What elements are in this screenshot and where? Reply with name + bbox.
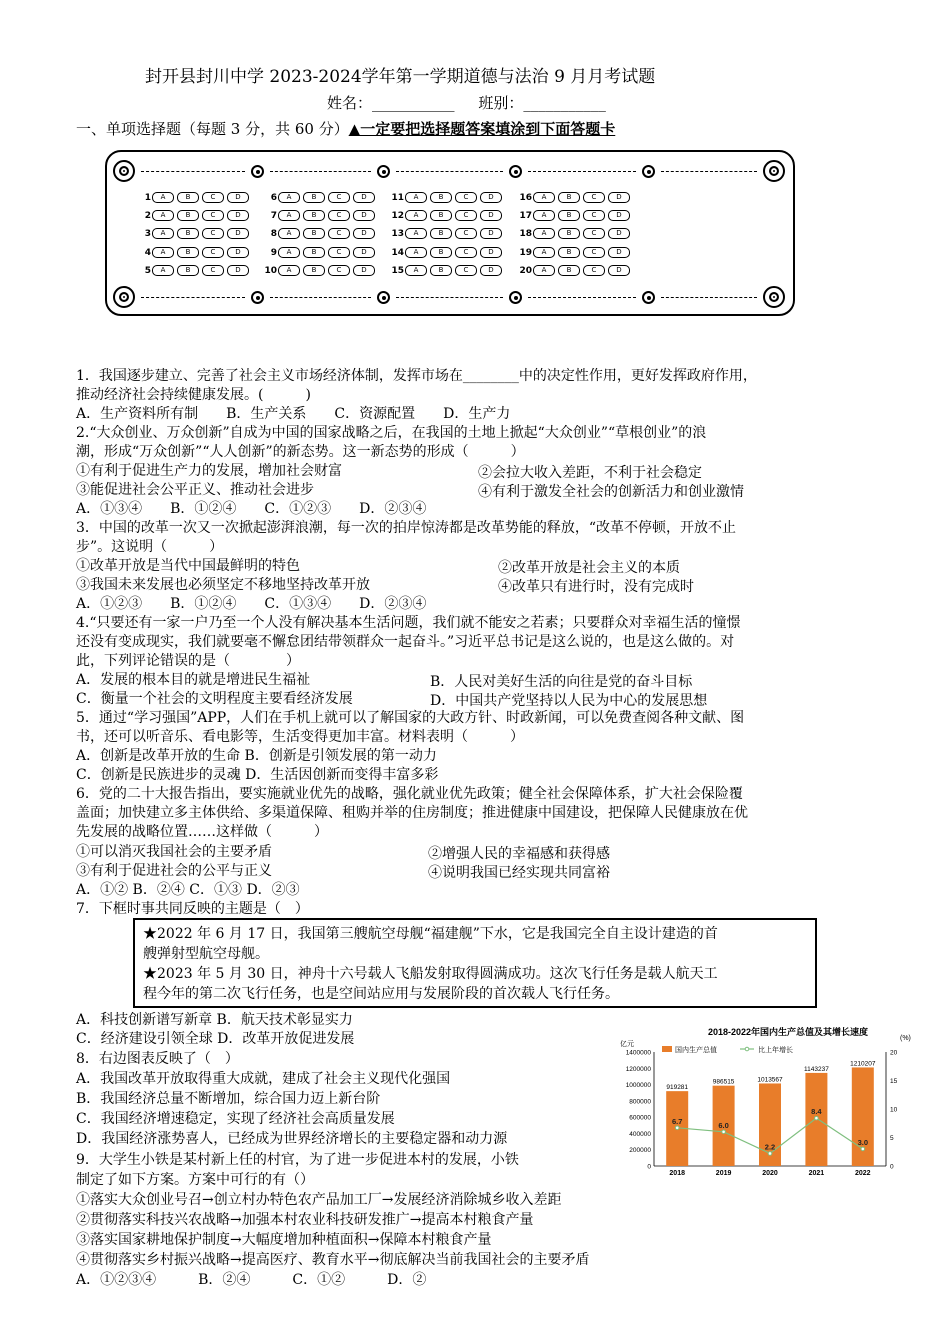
answer-row bbox=[137, 210, 252, 221]
q7-news-box bbox=[133, 918, 817, 1008]
answer-bubble[interactable]: D bbox=[353, 228, 375, 239]
answer-bubble[interactable]: A bbox=[405, 247, 427, 258]
name-label: 姓名： bbox=[327, 94, 373, 112]
answer-bubble[interactable]: A bbox=[405, 210, 427, 221]
answer-bubble[interactable]: A bbox=[278, 265, 300, 276]
chart-growth-point bbox=[768, 1152, 772, 1156]
section-title: 一、单项选择题（每题 3 分，共 60 分） bbox=[76, 120, 349, 138]
q5-stem-line1: 5．通过“学习强国”APP，人们在手机上就可以了解国家的大政方针、时政新闻，可以免费查阅各种文献、图 bbox=[76, 710, 745, 726]
answer-bubble[interactable]: A bbox=[405, 228, 427, 239]
chart-x-tick: 2020 bbox=[762, 1170, 778, 1177]
chart-growth-point bbox=[675, 1126, 679, 1130]
q7-news-2a: ★2023 年 5 月 30 日，神舟十六号载人飞船发射取得圆满成功。这次飞行任务是载人航天工 bbox=[143, 966, 718, 982]
answer-bubble[interactable]: B bbox=[177, 192, 199, 203]
q1-stem-line2: 推动经济社会持续健康发展。( ) bbox=[76, 387, 311, 403]
q5-options-cd: C．创新是民族进步的灵魂 D．生活因创新而变得丰富多彩 bbox=[76, 767, 439, 783]
answer-bubble[interactable]: D bbox=[480, 228, 502, 239]
q8-option-b: B．我国经济总量不断增加，综合国力迈上新台阶 bbox=[76, 1091, 381, 1107]
answer-row bbox=[518, 210, 633, 221]
timing-mark-icon bbox=[509, 291, 522, 304]
dashed-divider bbox=[270, 171, 371, 172]
class-blank[interactable]: ___________ bbox=[523, 94, 606, 112]
chart-x-tick: 2021 bbox=[808, 1170, 825, 1177]
answer-bubble[interactable]: B bbox=[430, 247, 452, 258]
chart-tick-left: 200000 bbox=[629, 1147, 651, 1155]
dashed-divider bbox=[661, 171, 757, 172]
q9-options: A．①②③④ B．②④ C．①② D．② bbox=[76, 1272, 427, 1288]
answer-bubble[interactable]: B bbox=[303, 247, 325, 258]
q9-choice-1: ①落实大众创业号召→创立村办特色农产品加工厂→发展经济消除城乡收入差距 bbox=[76, 1192, 562, 1208]
answer-row-number: 1 bbox=[144, 193, 151, 203]
answer-bubble[interactable]: A bbox=[533, 228, 555, 239]
answer-bubble[interactable]: C bbox=[455, 265, 477, 276]
answer-row-number: 5 bbox=[144, 266, 151, 276]
dashed-divider bbox=[396, 297, 503, 298]
answer-bubble[interactable]: D bbox=[353, 247, 375, 258]
chart-tick-right: 15 bbox=[890, 1078, 898, 1085]
chart-legend-swatch-bar bbox=[662, 1046, 672, 1052]
q8-stem: 8．右边图表反映了（ ） bbox=[76, 1051, 239, 1067]
q6-stem-line1: 6．党的二十大报告指出，要实施就业优先的战略，强化就业优先政策；健全社会保障体系，扩大社会保险覆 bbox=[76, 786, 743, 802]
q4-option-d: D．中国共产党坚持以人民为中心的发展思想 bbox=[430, 693, 708, 709]
answer-bubble[interactable]: A bbox=[278, 210, 300, 221]
answer-row bbox=[390, 247, 505, 258]
q6-stem-line2: 盖面；加快建立多主体供给、多渠道保障、租购并举的住房制度；推进健康中国建设，把保障人民健康放在优 bbox=[76, 805, 748, 821]
answer-row-number: 4 bbox=[144, 248, 151, 258]
answer-row-number: 13 bbox=[391, 229, 404, 239]
chart-tick-left: 1000000 bbox=[625, 1082, 651, 1090]
chart-tick-left: 400000 bbox=[629, 1130, 651, 1138]
q7-news-2b: 程今年的第二次飞行任务，也是空间站应用与发展阶段的首次载人飞行任务。 bbox=[143, 986, 619, 1002]
timing-mark-icon bbox=[509, 165, 522, 178]
chart-title: 2018-2022年国内生产总值及其增长速度 bbox=[707, 1027, 869, 1037]
answer-bubble[interactable]: A bbox=[278, 247, 300, 258]
answer-row bbox=[518, 192, 633, 203]
answer-bubble[interactable]: A bbox=[152, 265, 174, 276]
answer-bubble[interactable]: B bbox=[177, 228, 199, 239]
answer-bubble[interactable]: C bbox=[328, 228, 350, 239]
answer-bubble[interactable]: C bbox=[202, 192, 224, 203]
q3-choice-1: ①改革开放是当代中国最鲜明的特色 bbox=[76, 558, 300, 574]
q5-stem-line2: 书，还可以听音乐、看电影等，生活变得更加丰富。材料表明（ ） bbox=[76, 729, 524, 745]
answer-bubble[interactable]: B bbox=[177, 210, 199, 221]
class-label: 班别： bbox=[478, 94, 524, 112]
registration-mark-icon bbox=[113, 160, 135, 182]
chart-ylabel-right: (%) bbox=[900, 1035, 911, 1042]
answer-bubble[interactable]: A bbox=[152, 210, 174, 221]
answer-bubble[interactable]: D bbox=[608, 228, 630, 239]
answer-bubble[interactable]: C bbox=[583, 192, 605, 203]
chart-bar-label: 1143237 bbox=[803, 1065, 829, 1073]
q3-choice-2: ②改革开放是社会主义的本质 bbox=[498, 560, 680, 576]
q5-options-ab: A．创新是改革开放的生命 B．创新是引领发展的第一动力 bbox=[76, 748, 437, 764]
chart-tick-right: 10 bbox=[890, 1106, 898, 1114]
answer-bubble[interactable]: D bbox=[227, 265, 249, 276]
answer-bubble[interactable]: A bbox=[152, 192, 174, 203]
answer-bubble[interactable]: A bbox=[152, 228, 174, 239]
chart-bar-label: 986515 bbox=[712, 1078, 735, 1086]
chart-tick-left: 600000 bbox=[629, 1114, 651, 1122]
answer-row-number: 18 bbox=[519, 229, 532, 239]
answer-bubble[interactable]: D bbox=[608, 210, 630, 221]
chart-tick-right: 0 bbox=[890, 1163, 894, 1171]
chart-growth-label: 3.0 bbox=[857, 1137, 869, 1147]
answer-bubble[interactable]: A bbox=[533, 265, 555, 276]
answer-bubble[interactable]: D bbox=[227, 192, 249, 203]
dashed-divider bbox=[528, 171, 636, 172]
chart-ylabel-left: 亿元 bbox=[620, 1041, 634, 1048]
exam-title: 封开县封川中学 2023-2024学年第一学期道德与法治 9 月月考试题 bbox=[145, 67, 656, 87]
answer-row-number: 16 bbox=[519, 193, 532, 203]
answer-bubble[interactable]: C bbox=[583, 247, 605, 258]
answer-row bbox=[263, 228, 378, 239]
q6-choice-1: ①可以消灭我国社会的主要矛盾 bbox=[76, 844, 272, 860]
q9-choice-2: ②贯彻落实科技兴农战略→加强本村农业科技研发推广→提高本村粮食产量 bbox=[76, 1212, 534, 1228]
q6-options: A．①② B．②④ C．①③ D．②③ bbox=[76, 882, 300, 898]
answer-row bbox=[518, 265, 633, 276]
answer-bubble[interactable]: D bbox=[353, 210, 375, 221]
dashed-divider bbox=[661, 297, 757, 298]
chart-growth-label: 6.0 bbox=[718, 1120, 729, 1130]
answer-bubble[interactable]: D bbox=[227, 210, 249, 221]
q4-stem-line3: 此，下列评论错误的是（ ） bbox=[76, 653, 300, 669]
q2-choice-3: ③能促进社会公平正义、推动社会进步 bbox=[76, 482, 314, 498]
q7-options-cd: C．经济建设引领全球 D．改革开放促进发展 bbox=[76, 1031, 355, 1047]
q4-stem-line1: 4.“只要还有一家一户乃至一个人没有解决基本生活问题，我们就不能安之若素；只要群众对幸福生活的憧憬 bbox=[76, 615, 741, 631]
answer-row-number: 11 bbox=[391, 193, 404, 203]
chart-growth-point bbox=[722, 1130, 726, 1134]
registration-mark-icon bbox=[763, 286, 785, 308]
answer-bubble[interactable]: D bbox=[480, 247, 502, 258]
answer-row bbox=[263, 247, 378, 258]
q8-option-a: A．我国改革开放取得重大成就，建成了社会主义现代化强国 bbox=[76, 1071, 451, 1087]
answer-row-number: 20 bbox=[519, 266, 532, 276]
q1-options: A．生产资料所有制 B．生产关系 C．资源配置 D．生产力 bbox=[76, 406, 511, 422]
q9-choice-3: ③落实国家耕地保护制度→大幅度增加种植面积→保障本村粮食产量 bbox=[76, 1232, 492, 1248]
answer-bubble[interactable]: B bbox=[303, 192, 325, 203]
q9-choice-4: ④贯彻落实乡村振兴战略→提高医疗、教育水平→彻底解决当前我国社会的主要矛盾 bbox=[76, 1252, 590, 1268]
answer-bubble[interactable]: D bbox=[608, 265, 630, 276]
chart-legend-label-bar: 国内生产总值 bbox=[675, 1047, 717, 1054]
answer-bubble[interactable]: D bbox=[353, 265, 375, 276]
answer-bubble[interactable]: C bbox=[583, 228, 605, 239]
answer-bubble[interactable]: A bbox=[278, 228, 300, 239]
answer-bubble[interactable]: B bbox=[177, 265, 199, 276]
answer-row-number: 3 bbox=[144, 229, 151, 239]
q3-stem-line2: 步”。这说明（ ） bbox=[76, 539, 224, 555]
q6-stem-line3: 先发展的战略位置……这样做（ ） bbox=[76, 824, 328, 840]
chart-bar bbox=[852, 1067, 874, 1166]
q6-choice-2: ②增强人民的幸福感和获得感 bbox=[428, 846, 610, 862]
answer-row bbox=[390, 210, 505, 221]
answer-bubble[interactable]: D bbox=[227, 247, 249, 258]
answer-row bbox=[518, 228, 633, 239]
dashed-divider bbox=[141, 171, 245, 172]
answer-bubble[interactable]: C bbox=[202, 247, 224, 258]
registration-mark-icon bbox=[763, 160, 785, 182]
answer-bubble[interactable]: C bbox=[202, 228, 224, 239]
answer-bubble[interactable]: C bbox=[328, 247, 350, 258]
timing-mark-icon bbox=[377, 165, 390, 178]
q8-option-c: C．我国经济增速稳定，实现了经济社会高质量发展 bbox=[76, 1111, 395, 1127]
q7-stem: 7．下框时事共同反映的主题是（ ） bbox=[76, 901, 309, 917]
dashed-divider bbox=[396, 171, 503, 172]
answer-bubble[interactable]: D bbox=[353, 192, 375, 203]
dashed-divider bbox=[141, 297, 245, 298]
chart-growth-point bbox=[815, 1116, 819, 1120]
q7-news-1a: ★2022 年 6 月 17 日，我国第三艘航空母舰“福建舰”下水，它是我国完全自主设计建造的首 bbox=[143, 926, 718, 942]
chart-legend-marker bbox=[745, 1047, 749, 1051]
answer-bubble[interactable]: A bbox=[278, 192, 300, 203]
answer-bubble[interactable]: C bbox=[202, 265, 224, 276]
answer-row bbox=[390, 192, 505, 203]
answer-bubble[interactable]: B bbox=[430, 265, 452, 276]
chart-bar-label: 1013567 bbox=[757, 1076, 783, 1084]
answer-bubble[interactable]: B bbox=[558, 228, 580, 239]
answer-bubble[interactable]: C bbox=[328, 265, 350, 276]
q2-stem-line1: 2.“大众创业、万众创新”自成为中国的国家战略之后，在我国的土地上掀起“大众创业”“草根创业”的浪 bbox=[76, 425, 707, 441]
q4-option-a: A．发展的根本目的就是增进民生福祉 bbox=[76, 672, 311, 688]
timing-mark-icon bbox=[251, 165, 264, 178]
name-class-row bbox=[327, 92, 606, 113]
q3-stem-line1: 3．中国的改革一次又一次掀起澎湃浪潮，每一次的拍岸惊涛都是改革势能的释放，“改革不停顿，开放不止 bbox=[76, 520, 737, 536]
chart-bar-label: 919281 bbox=[666, 1084, 689, 1092]
answer-bubble[interactable]: B bbox=[558, 192, 580, 203]
dashed-divider bbox=[528, 297, 636, 298]
answer-bubble[interactable]: A bbox=[533, 247, 555, 258]
answer-row bbox=[137, 247, 252, 258]
answer-bubble[interactable]: D bbox=[227, 228, 249, 239]
q4-option-c: C．衡量一个社会的文明程度主要看经济发展 bbox=[76, 691, 353, 707]
answer-bubble[interactable]: B bbox=[558, 247, 580, 258]
answer-bubble[interactable]: A bbox=[405, 192, 427, 203]
q1-stem-line1: 1．我国逐步建立、完善了社会主义市场经济体制，发挥市场在________中的决定性作用，更好发挥政府作用， bbox=[76, 368, 757, 384]
answer-row bbox=[137, 265, 252, 276]
chart-growth-label: 8.4 bbox=[811, 1107, 822, 1117]
answer-bubble[interactable]: C bbox=[583, 265, 605, 276]
q8-option-d: D．我国经济涨势喜人，已经成为世界经济增长的主要稳定器和动力源 bbox=[76, 1131, 508, 1147]
answer-bubble[interactable]: B bbox=[430, 192, 452, 203]
answer-row-number: 9 bbox=[270, 248, 277, 258]
answer-bubble[interactable]: B bbox=[303, 210, 325, 221]
answer-bubble[interactable]: C bbox=[455, 192, 477, 203]
chart-tick-left: 0 bbox=[647, 1163, 651, 1171]
answer-row bbox=[263, 210, 378, 221]
chart-growth-point bbox=[861, 1147, 865, 1151]
answer-row bbox=[390, 265, 505, 276]
q2-stem-line2: 潮，形成“万众创新”“人人创新”的新态势。这一新态势的形成（ ） bbox=[76, 444, 525, 460]
q2-choice-2: ②会拉大收入差距，不利于社会稳定 bbox=[478, 465, 702, 481]
answer-bubble[interactable]: A bbox=[152, 247, 174, 258]
timing-mark-icon bbox=[377, 291, 390, 304]
answer-row-number: 12 bbox=[391, 211, 404, 221]
chart-x-tick: 2019 bbox=[715, 1170, 732, 1177]
answer-row-number: 8 bbox=[270, 229, 277, 239]
section-warning: ▲一定要把选择题答案填涂到下面答题卡 bbox=[348, 120, 616, 138]
q2-choice-1: ①有利于促进生产力的发展，增加社会财富 bbox=[76, 463, 342, 479]
gdp-chart bbox=[618, 1022, 918, 1180]
answer-row-number: 10 bbox=[264, 266, 277, 276]
chart-tick-right: 20 bbox=[890, 1049, 898, 1057]
answer-bubble[interactable]: C bbox=[583, 210, 605, 221]
answer-row-number: 6 bbox=[270, 193, 277, 203]
answer-row-number: 2 bbox=[144, 211, 151, 221]
answer-bubble[interactable]: C bbox=[455, 228, 477, 239]
answer-row bbox=[137, 192, 252, 203]
registration-mark-icon bbox=[113, 286, 135, 308]
q4-option-b: B．人民对美好生活的向往是党的奋斗目标 bbox=[430, 674, 693, 690]
chart-x-tick: 2018 bbox=[669, 1170, 685, 1177]
chart-tick-right: 5 bbox=[890, 1135, 894, 1142]
q9-stem-line1: 9．大学生小铁是某村新上任的村官，为了进一步促进本村的发展，小铁 bbox=[76, 1152, 519, 1168]
q3-choice-4: ④改革只有进行时，没有完成时 bbox=[498, 579, 694, 595]
chart-x-tick: 2022 bbox=[855, 1170, 871, 1177]
answer-bubble[interactable]: B bbox=[303, 265, 325, 276]
q4-stem-line2: 还没有变成现实，我们就要毫不懈怠团结带领群众一起奋斗。”习近平总书记是这么说的，也是这么做的。对 bbox=[76, 634, 735, 650]
answer-bubble[interactable]: C bbox=[455, 210, 477, 221]
answer-bubble[interactable]: B bbox=[177, 247, 199, 258]
answer-bubble[interactable]: B bbox=[430, 228, 452, 239]
answer-bubble[interactable]: D bbox=[480, 210, 502, 221]
answer-bubble[interactable]: B bbox=[558, 210, 580, 221]
answer-row-number: 14 bbox=[391, 248, 404, 258]
q7-options-ab: A．科技创新谱写新章 B．航天技术彰显实力 bbox=[76, 1012, 353, 1028]
answer-row bbox=[263, 265, 378, 276]
section-heading bbox=[76, 118, 615, 139]
q9-stem-line2: 制定了如下方案。方案中可行的有（） bbox=[76, 1172, 314, 1188]
timing-mark-icon bbox=[642, 291, 655, 304]
q3-choice-3: ③我国未来发展也必须坚定不移地坚持改革开放 bbox=[76, 577, 370, 593]
answer-row-number: 7 bbox=[270, 211, 277, 221]
q2-options: A．①③④ B．①②④ C．①②③ D．②③④ bbox=[76, 501, 427, 517]
answer-row-number: 17 bbox=[519, 211, 532, 221]
q7-news-1b: 艘弹射型航空母舰。 bbox=[143, 946, 269, 962]
answer-row bbox=[390, 228, 505, 239]
q6-choice-3: ③有利于促进社会的公平与正义 bbox=[76, 863, 272, 879]
answer-bubble[interactable]: D bbox=[608, 247, 630, 258]
chart-growth-label: 2.2 bbox=[764, 1142, 776, 1152]
answer-bubble[interactable]: C bbox=[328, 192, 350, 203]
timing-mark-icon bbox=[642, 165, 655, 178]
chart-tick-left: 1400000 bbox=[625, 1049, 651, 1057]
chart-legend-label-line: 比上年增长 bbox=[758, 1047, 793, 1054]
chart-bar-label: 1210207 bbox=[850, 1060, 876, 1068]
answer-bubble[interactable]: A bbox=[533, 192, 555, 203]
q6-choice-4: ④说明我国已经实现共同富裕 bbox=[428, 865, 610, 881]
answer-row bbox=[137, 228, 252, 239]
answer-bubble[interactable]: B bbox=[430, 210, 452, 221]
answer-bubble[interactable]: D bbox=[480, 265, 502, 276]
q3-options: A．①②③ B．①②④ C．①③④ D．②③④ bbox=[76, 596, 427, 612]
answer-bubble[interactable]: B bbox=[558, 265, 580, 276]
answer-bubble[interactable]: D bbox=[480, 192, 502, 203]
answer-bubble[interactable]: B bbox=[303, 228, 325, 239]
answer-card bbox=[105, 150, 795, 316]
answer-bubble[interactable]: C bbox=[328, 210, 350, 221]
name-blank[interactable]: ___________ bbox=[372, 94, 455, 112]
answer-row bbox=[263, 192, 378, 203]
chart-tick-left: 800000 bbox=[629, 1098, 651, 1106]
answer-bubble[interactable]: D bbox=[608, 192, 630, 203]
answer-row-number: 19 bbox=[519, 248, 532, 258]
answer-row-number: 15 bbox=[391, 266, 404, 276]
answer-row bbox=[518, 247, 633, 258]
answer-bubble[interactable]: A bbox=[405, 265, 427, 276]
dashed-divider bbox=[270, 297, 371, 298]
answer-bubble[interactable]: C bbox=[202, 210, 224, 221]
answer-bubble[interactable]: A bbox=[533, 210, 555, 221]
answer-bubble[interactable]: C bbox=[455, 247, 477, 258]
timing-mark-icon bbox=[251, 291, 264, 304]
q2-choice-4: ④有利于激发全社会的创新活力和创业激情 bbox=[478, 484, 744, 500]
chart-tick-left: 1200000 bbox=[625, 1065, 651, 1073]
chart-growth-label: 6.7 bbox=[671, 1116, 683, 1126]
